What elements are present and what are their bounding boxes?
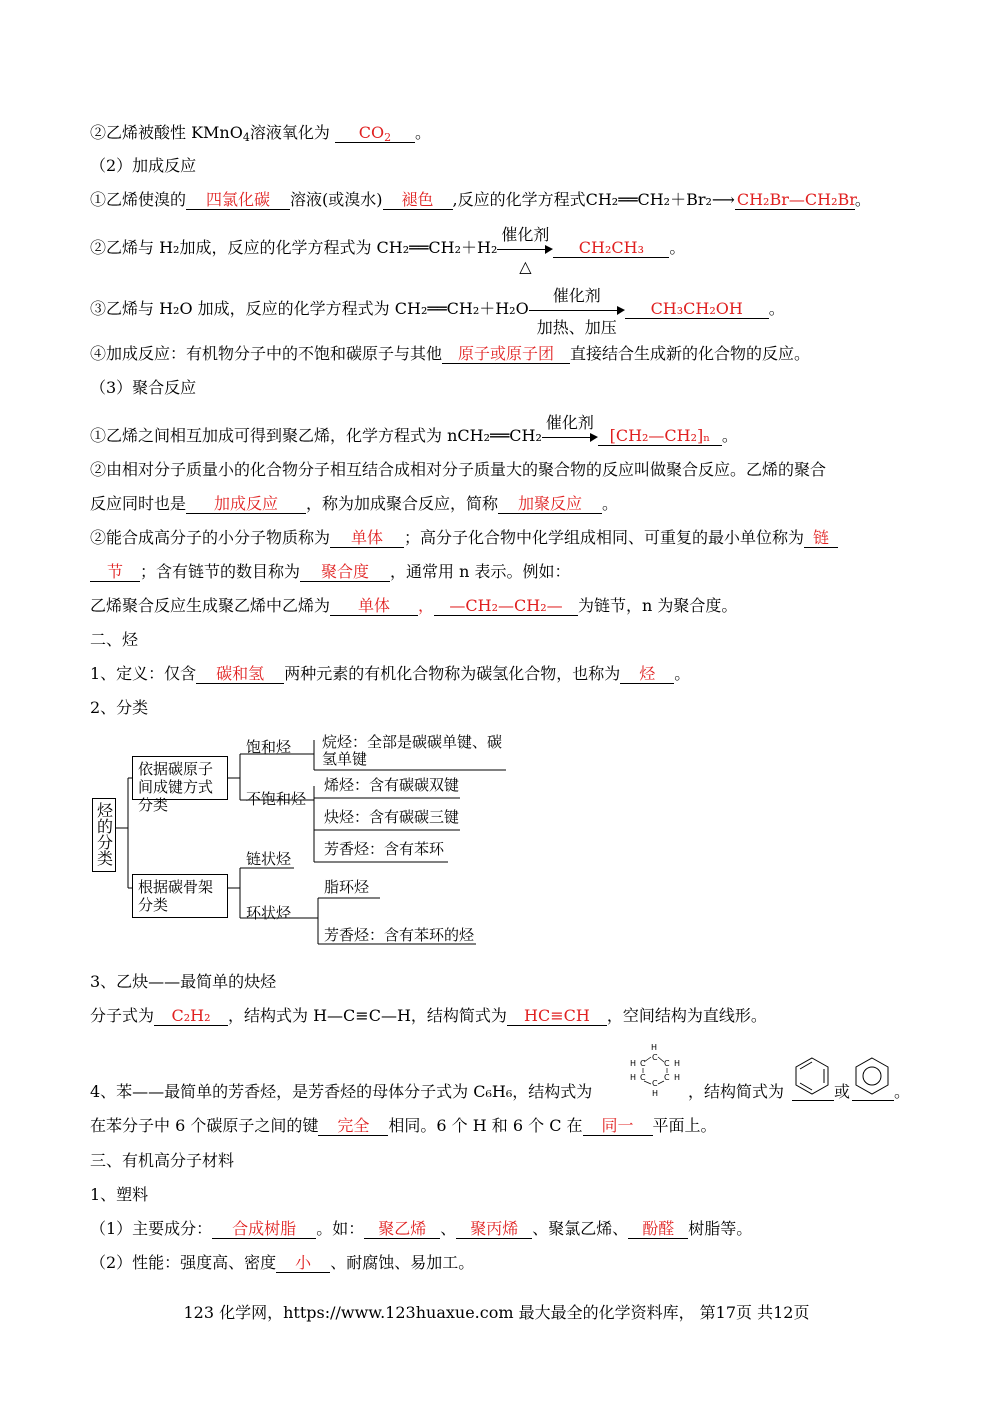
tree-unsaturated: 不饱和烃 [246, 790, 307, 808]
tree-alkyne: 炔烃：含有碳碳三键 [324, 808, 460, 826]
text: 、 [440, 1219, 457, 1238]
answer-blank: [CH₂—CH₂]ₙ [598, 427, 722, 446]
section-polymer-materials: 三、有机高分子材料 [90, 1151, 235, 1170]
answer-blank: HC≡CH [507, 1007, 607, 1026]
line-benzene-cont [688, 1082, 784, 1102]
benzene-ring-icon [852, 1056, 892, 1096]
text: ④加成反应：有机物分子中的不饱和碳原子与其他 [90, 344, 443, 363]
condition-top: 催化剂 [545, 412, 594, 432]
subscript: 2 [384, 131, 392, 144]
answer-blank: 合成树脂 [212, 1220, 316, 1239]
text: 。 [854, 190, 871, 209]
reaction-arrow [497, 224, 553, 276]
text: 。如： [316, 1219, 365, 1238]
text: 树脂等。 [688, 1219, 753, 1238]
text: 溶液氧化为 [249, 123, 330, 142]
line-addition-polymerization [90, 494, 618, 514]
line-kmno4-oxidation [90, 123, 431, 143]
text: ②乙烯被酸性 KMnO [90, 123, 243, 142]
answer-blank: 完全 [318, 1117, 388, 1136]
section-plastics: 1、塑料 [90, 1185, 149, 1204]
reaction-arrow [529, 285, 625, 337]
text: 平面上。 [652, 1116, 717, 1135]
text: ,反应的化学方程式 [452, 190, 586, 209]
text: 4、苯——最简单的芳香烃，是芳香烃的母体分子式为 C₆H₆，结构式为 [90, 1082, 593, 1101]
line-addition-definition [90, 344, 810, 364]
text: （1）主要成分： [90, 1219, 213, 1238]
reaction-arrow [542, 412, 598, 447]
svg-text:C: C [640, 1073, 646, 1082]
equation: ③乙烯与 H₂O 加成，反应的化学方程式为 CH₂══CH₂＋H₂O [90, 299, 529, 318]
tree-branch-bond-type: 依据碳原子间成键方式分类 [132, 756, 228, 800]
tree-alkane: 烷烃：全部是碳碳单键、碳氢单键 [322, 733, 503, 768]
text: 直接结合生成新的化合物的反应。 [570, 344, 811, 363]
text: ；含有链节的数目称为 [140, 562, 301, 581]
line-polyethylene-example [90, 596, 737, 616]
line-polyethylene-equation [90, 412, 738, 447]
text: ，通常用 n 表示。例如： [390, 562, 571, 581]
section-hydrocarbons: 二、烃 [90, 630, 139, 649]
section-acetylene: 3、乙炔——最简单的炔烃 [90, 972, 277, 991]
subscript: 4 [242, 131, 250, 144]
text: ，结构简式为 [688, 1082, 785, 1101]
condition-bottom: 加热、加压 [536, 317, 617, 337]
line-bromine-addition [90, 190, 871, 210]
svg-text:C: C [652, 1079, 658, 1088]
answer-blank: 聚合度 [300, 563, 390, 582]
text: ，称为加成聚合反应，简称 [306, 494, 499, 513]
answer-blank: 加聚反应 [498, 495, 602, 514]
text: 。 [721, 426, 738, 445]
text: 溶液(或溴水) [290, 190, 383, 209]
text: 两种元素的有机化合物称为碳氢化合物，也称为 [284, 664, 621, 683]
tree-alkene: 烯烃：含有碳碳双键 [324, 776, 460, 794]
answer-blank: 小 [276, 1254, 330, 1273]
svg-text:C: C [664, 1073, 670, 1082]
answer-blank: 原子或原子团 [442, 345, 570, 364]
line-benzene-end: 。 [894, 1082, 911, 1101]
answer-blank: 单体 [330, 597, 418, 616]
answer-blank: 聚丙烯 [456, 1220, 532, 1239]
svg-text:H: H [674, 1059, 681, 1068]
text: （2）性能：强度高、密度 [90, 1253, 277, 1272]
text: 。 [414, 123, 431, 142]
svg-text:H: H [630, 1059, 637, 1068]
text: 为链节，n 为聚合度。 [578, 596, 738, 615]
svg-text:H: H [652, 1089, 659, 1098]
line-acetylene-formula [90, 1006, 767, 1026]
text: ，结构式为 H—C≡C—H，结构简式为 [228, 1006, 507, 1025]
text: 1、定义：仅含 [90, 664, 197, 683]
condition-top: 催化剂 [552, 285, 601, 305]
section-classification: 2、分类 [90, 698, 149, 717]
tree-aromatic-ring: 芳香烃：含有苯环的烃 [324, 926, 475, 944]
svg-text:C: C [664, 1059, 670, 1068]
svg-text:H: H [630, 1073, 637, 1082]
text: 、耐腐蚀、易加工。 [330, 1253, 475, 1272]
section-addition-reaction: （2）加成反应 [90, 156, 197, 175]
line-benzene-or: 或 [834, 1082, 851, 1101]
answer-blank: 烃 [620, 665, 674, 684]
svg-text:C: C [652, 1053, 658, 1062]
answer-blank: 碳和氢 [196, 665, 284, 684]
answer-blank: 褪色 [383, 191, 453, 210]
tree-saturated: 饱和烃 [246, 738, 292, 756]
text: ，空间结构为直线形。 [606, 1006, 767, 1025]
section-polymerization: （3）聚合反应 [90, 378, 197, 397]
separator: ， [418, 596, 435, 615]
tree-chain: 链状烃 [246, 850, 292, 868]
answer-blank: 聚乙烯 [364, 1220, 440, 1239]
line-plastics-components [90, 1219, 752, 1239]
answer: CO [358, 123, 385, 142]
equation: ①乙烯之间相互加成可得到聚乙烯，化学方程式为 nCH₂══CH₂ [90, 426, 542, 445]
tree-alicyclic: 脂环烃 [324, 878, 370, 896]
line-monomer-definition [90, 528, 838, 548]
line-plastics-properties [90, 1253, 474, 1273]
text: 乙烯聚合反应生成聚乙烯中乙烯为 [90, 596, 331, 615]
text: 。 [669, 238, 686, 257]
equation: CH₂══CH₂＋Br₂⟶ [585, 190, 735, 209]
text: 。 [674, 664, 691, 683]
tree-root: 烃的分类 [92, 798, 116, 872]
answer-blank: CH₃CH₂OH [625, 300, 769, 319]
text: 、聚氯乙烯、 [532, 1219, 629, 1238]
text: ①乙烯使溴的 [90, 190, 187, 209]
line-hydrocarbon-definition [90, 664, 690, 684]
equation: ②乙烯与 H₂加成，反应的化学方程式为 CH₂══CH₂＋H₂ [90, 238, 498, 257]
text: 反应同时也是 [90, 494, 187, 513]
answer-blank: CH₂CH₃ [553, 239, 669, 258]
line-benzene [90, 1082, 592, 1102]
svg-text:C: C [640, 1059, 646, 1068]
benzene-kekule-icon [792, 1056, 832, 1096]
condition-bottom: △ [519, 256, 532, 276]
page-footer: 123 化学网，https://www.123huaxue.com 最大最全的化学资料库， 第17页 共12页 [183, 1303, 810, 1322]
svg-text:H: H [651, 1043, 658, 1052]
text: 。 [602, 494, 619, 513]
answer-blank: C₂H₂ [154, 1007, 228, 1026]
answer-blank: CH₂Br—CH₂Br [736, 190, 857, 209]
answer-blank: 节 [90, 563, 140, 582]
benzene-blank-underline [852, 1100, 894, 1101]
answer-blank: 加成反应 [186, 495, 306, 514]
line-polymerization-definition: ②由相对分子质量小的化合物分子相互结合成相对分子质量大的聚合物的反应叫做聚合反应。乙烯的聚合 [90, 460, 827, 479]
benzene-structural-formula-icon [626, 1042, 684, 1098]
line-degree-of-polymerization [90, 562, 571, 582]
line-benzene-bonds [90, 1116, 717, 1136]
condition-top: 催化剂 [501, 224, 550, 244]
text: 。 [768, 299, 785, 318]
answer-blank [335, 124, 415, 143]
text: 相同。6 个 H 和 6 个 C 在 [388, 1116, 583, 1135]
answer-blank: —CH₂—CH₂— [434, 597, 578, 616]
answer-blank: 酚醛 [628, 1220, 688, 1239]
benzene-blank-underline [792, 1100, 834, 1101]
text: ②能合成高分子的小分子物质称为 [90, 528, 331, 547]
svg-text:H: H [674, 1073, 681, 1082]
answer-blank: 四氯化碳 [186, 191, 290, 210]
line-water-addition [90, 285, 785, 337]
text: 分子式为 [90, 1006, 155, 1025]
tree-ring: 环状烃 [246, 904, 292, 922]
text: ；高分子化合物中化学组成相同、可重复的最小单位称为 [404, 528, 805, 547]
answer-blank: 单体 [330, 529, 404, 548]
answer-blank: 链 [804, 529, 838, 548]
line-hydrogen-addition [90, 224, 686, 276]
answer-blank: 同一 [583, 1117, 653, 1136]
text: 在苯分子中 6 个碳原子之间的键 [90, 1116, 319, 1135]
tree-branch-skeleton: 根据碳骨架分类 [132, 874, 228, 918]
tree-aromatic: 芳香烃：含有苯环 [324, 840, 445, 858]
